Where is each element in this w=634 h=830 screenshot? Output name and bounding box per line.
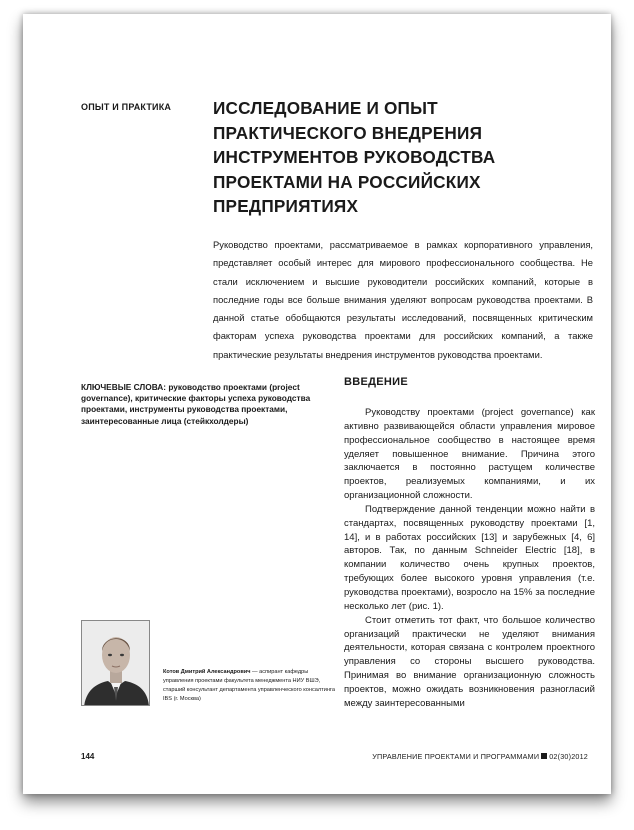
page-number: 144 — [81, 752, 95, 761]
intro-paragraph: Стоит отметить тот факт, что большое количество организаций практически не уделяют внимания деятельности, которая связана с контролем проектного управления со стороны высшего руководства. Принимая во внимание организационную сложность проектов, можно ожидать возникновения разногласий между заинтересованными — [344, 614, 595, 709]
author-photo — [81, 620, 150, 706]
article-title: ИССЛЕДОВАНИЕ И ОПЫТ ПРАКТИЧЕСКОГО ВНЕДРЕНИЯ ИНСТРУМЕНТОВ РУКОВОДСТВА ПРОЕКТАМИ НА РОССИЙСКИХ ПРЕДПРИЯТИЯХ — [213, 98, 496, 216]
author-info — [163, 668, 335, 704]
author-name: Котов Дмитрий Александрович — [163, 669, 251, 675]
intro-body — [344, 406, 595, 711]
author-bio: — аспирант кафедры управления проектами факультета менеджмента НИУ ВШЭ, старший консультант департамента управленческого консалтинга IBS (г. Москва) — [163, 669, 335, 703]
intro-paragraph: Руководству проектами (project governance) как активно развивающейся области управления мировое профессиональное сообщество в настоящее время уделяет повышенное внимание. Причина этого заключается в постоянно растущем количестве проектов, реализуемых компаниями, и их организационной сложности. — [344, 407, 595, 502]
author-portrait-image — [82, 621, 150, 706]
abstract: Руководство проектами, рассматриваемое в рамках корпоративного управления, представляет особый интерес для мирового профессионального сообщества. Не стали исключением и высшие руководители российских компаний, которые в последние годы все больше внимания уделяют вопросам руководства проектами. В данной статье обобщаются результаты исследований, посвященных критическим факторам успеха руководства проектами для российских компаний, а также практические результаты внедрения инструментов руководства проектами. — [213, 239, 593, 360]
intro-paragraph: Подтверждение данной тенденции можно найти в стандартах, посвященных руководству проектами [1, 14], и в работах российских [13] и зарубежных [4, 6] авторов. Так, по данным Schneider Electric [18], в компании количество очень крупных проектов, требующих более высокого уровня управления (т.е. руководства проектами), возросло на 15% за последние несколько лет (рис. 1). — [344, 503, 595, 612]
journal-page — [23, 14, 611, 794]
section-label: ОПЫТ И ПРАКТИКА — [81, 102, 172, 112]
intro-heading: ВВЕДЕНИЕ — [344, 376, 408, 388]
journal-issue: 02(30)2012 — [549, 752, 588, 761]
journal-name: УПРАВЛЕНИЕ ПРОЕКТАМИ И ПРОГРАММАМИ — [372, 752, 540, 761]
journal-footer — [372, 752, 588, 761]
square-icon — [541, 753, 547, 759]
keywords: КЛЮЧЕВЫЕ СЛОВА: руководство проектами (project governance), критические факторы успеха руководства проектами, инструменты руководства проектами, заинтересованные лица (стейкхолдеры) — [81, 382, 311, 426]
